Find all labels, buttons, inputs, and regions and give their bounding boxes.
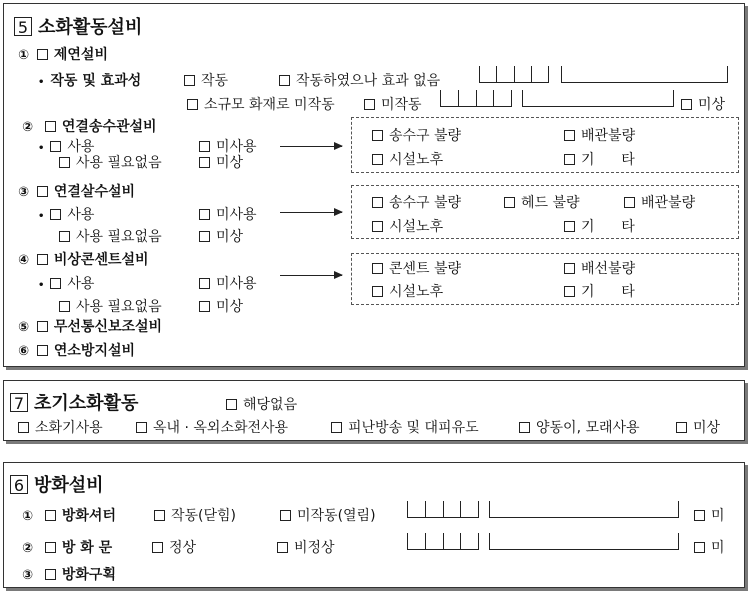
initial-hydrant[interactable]: 옥내 · 옥외소화전사용 (136, 417, 288, 437)
sprinkler-unknown[interactable]: 미상 (199, 226, 243, 246)
outlet-fault-outlet[interactable]: 콘센트 불량 (372, 258, 461, 278)
item-fire-door: ② 방 화 문 (22, 540, 113, 556)
initial-evacuation[interactable]: 피난방송 및 대피유도 (331, 417, 479, 437)
text-entry-line-2[interactable] (522, 90, 674, 107)
combustion-prevention-checkbox[interactable] (37, 345, 48, 356)
item-smoke-control: ① 제연설비 (18, 47, 108, 63)
door-abnormal[interactable]: 비정상 (277, 537, 335, 557)
standpipe-no-need[interactable]: 사용 필요없음 (59, 152, 162, 172)
outlet-fault-other[interactable]: 기 타 (564, 281, 635, 301)
sprinkler-no-need[interactable]: 사용 필요없음 (59, 226, 162, 246)
item-combustion-prevention: ⑥ 연소방지설비 (18, 343, 136, 359)
operation-effect-label: • 작동 및 효과성 (38, 73, 142, 89)
outlet-fault-wiring[interactable]: 배선불량 (564, 258, 635, 278)
sprinkler-use[interactable]: • 사용 (38, 207, 95, 223)
item-standpipe: ② 연결송수관설비 (22, 119, 157, 135)
section-initial-extinguishing (3, 380, 745, 441)
item-fire-shutter: ① 방화셔터 (22, 508, 116, 524)
fire-door-checkbox[interactable] (45, 542, 56, 553)
item-emergency-outlet: ④ 비상콘센트설비 (18, 252, 149, 268)
standpipe-unknown[interactable]: 미상 (199, 152, 243, 172)
outlet-no-need[interactable]: 사용 필요없음 (59, 296, 162, 316)
outlet-not-used[interactable]: 미사용 (199, 273, 257, 293)
shutter-entry-line[interactable] (489, 501, 679, 518)
opt-small-fire-not-operated[interactable]: 소규모 화재로 미작동 (187, 94, 335, 114)
section-5-number: 5 (14, 17, 32, 36)
door-code-boxes[interactable] (407, 533, 479, 550)
opt-not-operated[interactable]: 미작동 (364, 94, 422, 114)
section-fire-activity-equipment (3, 3, 745, 367)
initial-extinguisher[interactable]: 소화기사용 (18, 417, 103, 437)
sprinkler-fault-inlet[interactable]: 송수구 불량 (372, 192, 461, 212)
outlet-use[interactable]: • 사용 (38, 276, 95, 292)
emergency-outlet-checkbox[interactable] (37, 254, 48, 265)
section-6-number: 6 (10, 475, 28, 494)
shutter-not-operated[interactable]: 미작동(열림) (280, 505, 376, 525)
fire-shutter-checkbox[interactable] (45, 510, 56, 521)
smoke-control-checkbox[interactable] (37, 49, 48, 60)
standpipe-use[interactable]: • 사용 (38, 139, 95, 155)
standpipe-not-used[interactable]: 미사용 (199, 136, 257, 156)
initial-na[interactable]: 해당없음 (226, 394, 297, 414)
outlet-fault-aging[interactable]: 시설노후 (372, 281, 443, 301)
standpipe-fault-pipe[interactable]: 배관불량 (564, 125, 635, 145)
standpipe-fault-inlet[interactable]: 송수구 불량 (372, 125, 461, 145)
code-entry-boxes-1[interactable] (479, 66, 549, 83)
sprinkler-fault-head[interactable]: 헤드 불량 (504, 192, 580, 212)
opt-unknown-1[interactable]: 미상 (681, 94, 725, 114)
item-fire-compartment: ③ 방화구획 (22, 567, 116, 583)
section-7-number: 7 (10, 393, 28, 412)
shutter-unknown[interactable]: 미 (694, 505, 725, 525)
standpipe-fault-other[interactable]: 기 타 (564, 149, 635, 169)
door-unknown[interactable]: 미 (694, 537, 725, 557)
standpipe-checkbox[interactable] (45, 121, 56, 132)
sprinkler-connection-checkbox[interactable] (37, 186, 48, 197)
arrow-icon (280, 146, 342, 147)
sprinkler-fault-other[interactable]: 기 타 (564, 216, 635, 236)
door-entry-line[interactable] (489, 533, 679, 550)
section-7-title: 7 초기소화활동 (10, 389, 138, 415)
radio-comm-aux-checkbox[interactable] (37, 321, 48, 332)
arrow-icon (280, 212, 342, 213)
arrow-icon (280, 275, 342, 276)
shutter-operated[interactable]: 작동(닫힘) (154, 505, 236, 525)
initial-bucket-sand[interactable]: 양동이, 모래사용 (519, 417, 640, 437)
standpipe-fault-aging[interactable]: 시설노후 (372, 149, 443, 169)
item-sprinkler-connection: ③ 연결살수설비 (18, 184, 136, 200)
fire-compartment-checkbox[interactable] (45, 569, 56, 580)
sprinkler-not-used[interactable]: 미사용 (199, 204, 257, 224)
section-6-title: 6 방화설비 (10, 471, 104, 497)
shutter-code-boxes[interactable] (407, 501, 479, 518)
outlet-unknown[interactable]: 미상 (199, 296, 243, 316)
section-fire-protection (3, 462, 745, 588)
door-normal[interactable]: 정상 (152, 537, 196, 557)
code-entry-boxes-2[interactable] (440, 90, 512, 107)
initial-unknown[interactable]: 미상 (676, 417, 720, 437)
opt-operated-no-effect[interactable]: 작동하였으나 효과 없음 (279, 70, 440, 90)
section-5-title: 5 소화활동설비 (14, 13, 142, 39)
sprinkler-fault-pipe[interactable]: 배관불량 (624, 192, 695, 212)
text-entry-line-1[interactable] (561, 66, 728, 83)
sprinkler-fault-aging[interactable]: 시설노후 (372, 216, 443, 236)
opt-operated[interactable]: 작동 (184, 70, 228, 90)
item-radio-comm-aux: ⑤ 무선통신보조설비 (18, 319, 163, 335)
